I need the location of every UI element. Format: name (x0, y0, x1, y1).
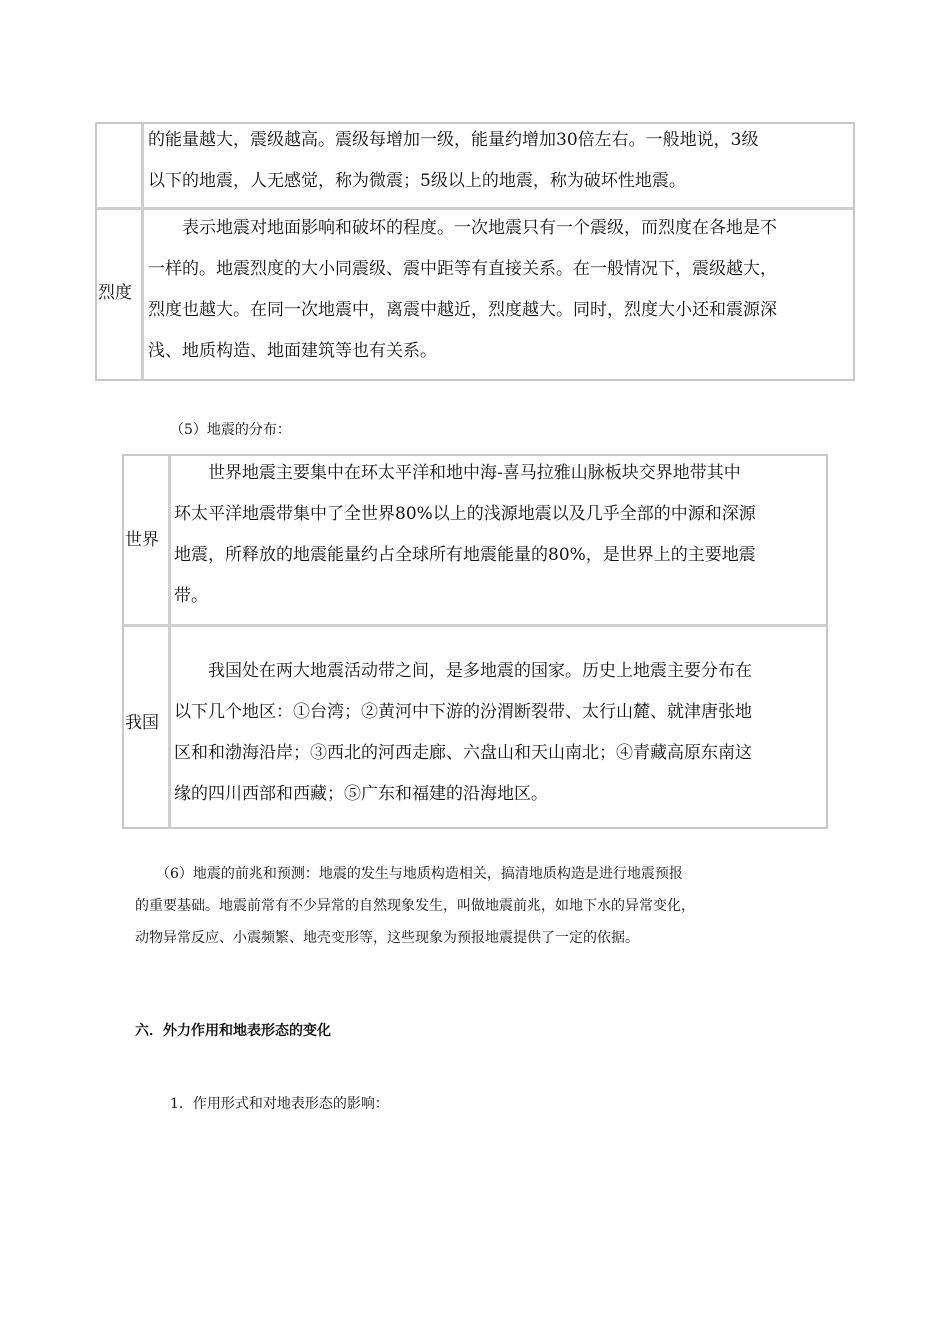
text-line: 的能量越大，震级越高。震级每增加一级，能量约增加30倍左右。一般地说，3级 (148, 130, 759, 150)
table1-row2-text (148, 208, 853, 372)
text-line: 浅、地质构造、地面建筑等也有关系。 (148, 341, 437, 361)
table2-row1-label: 世界 (125, 530, 159, 550)
text-line: 我国处在两大地震活动带之间，是多地震的国家。历史上地震主要分布在 (174, 661, 752, 681)
text-line: 世界地震主要集中在环太平洋和地中海-喜马拉雅山脉板块交界地带其中 (174, 463, 741, 483)
text-line: 一样的。地震烈度的大小同震级、震中距等有直接关系。在一般情况下，震级越大， (148, 259, 777, 279)
table1-column-divider (141, 124, 144, 379)
table2-row-divider (124, 624, 826, 627)
text-line: 的重要基础。地震前常有不少异常的自然现象发生，叫做地震前兆，如地下水的异常变化， (135, 898, 695, 914)
table2-row2-label: 我国 (125, 713, 159, 733)
table2-row1-text (174, 453, 824, 617)
text-line: 表示地震对地面影响和破坏的程度。一次地震只有一个震级，而烈度在各地是不 (148, 218, 777, 238)
table2-column-divider (168, 456, 171, 827)
text-line: 动物异常反应、小震频繁、地壳变形等，这些现象为预报地震提供了一定的依据。 (135, 930, 639, 946)
subsection-item-1: 1．作用形式和对地表形态的影响： (170, 1096, 389, 1112)
text-line: （6）地震的前兆和预测：地震的发生与地质构造相关，搞清地质构造是进行地震预报 (135, 866, 683, 882)
text-line: 地震，所释放的地震能量约占全球所有地震能量的80%，是世界上的主要地震 (174, 545, 756, 565)
table1-row2-label: 烈度 (98, 283, 132, 303)
section5-title: （5）地震的分布： (170, 422, 291, 438)
section-heading-external-forces: 六．外力作用和地表形态的变化 (135, 1023, 331, 1039)
table2-row2-text (174, 651, 824, 815)
text-line: 带。 (174, 586, 208, 606)
text-line: 缘的四川西部和西藏；⑤广东和福建的沿海地区。 (174, 784, 548, 804)
table1-row1-text (148, 120, 853, 202)
text-line: 区和和渤海沿岸；③西北的河西走廊、六盘山和天山南北；④青藏高原东南这 (174, 743, 752, 763)
text-line: 以下的地震，人无感觉，称为微震；5级以上的地震，称为破坏性地震。 (148, 171, 686, 191)
text-line: 烈度也越大。在同一次地震中，离震中越近，烈度越大。同时，烈度大小还和震源深 (148, 300, 777, 320)
section6-paragraph (135, 860, 835, 952)
text-line: 以下几个地区：①台湾；②黄河中下游的汾渭断裂带、太行山麓、就津唐张地 (174, 702, 752, 722)
text-line: 环太平洋地震带集中了全世界80%以上的浅源地震以及几乎全部的中源和深源 (174, 504, 756, 524)
